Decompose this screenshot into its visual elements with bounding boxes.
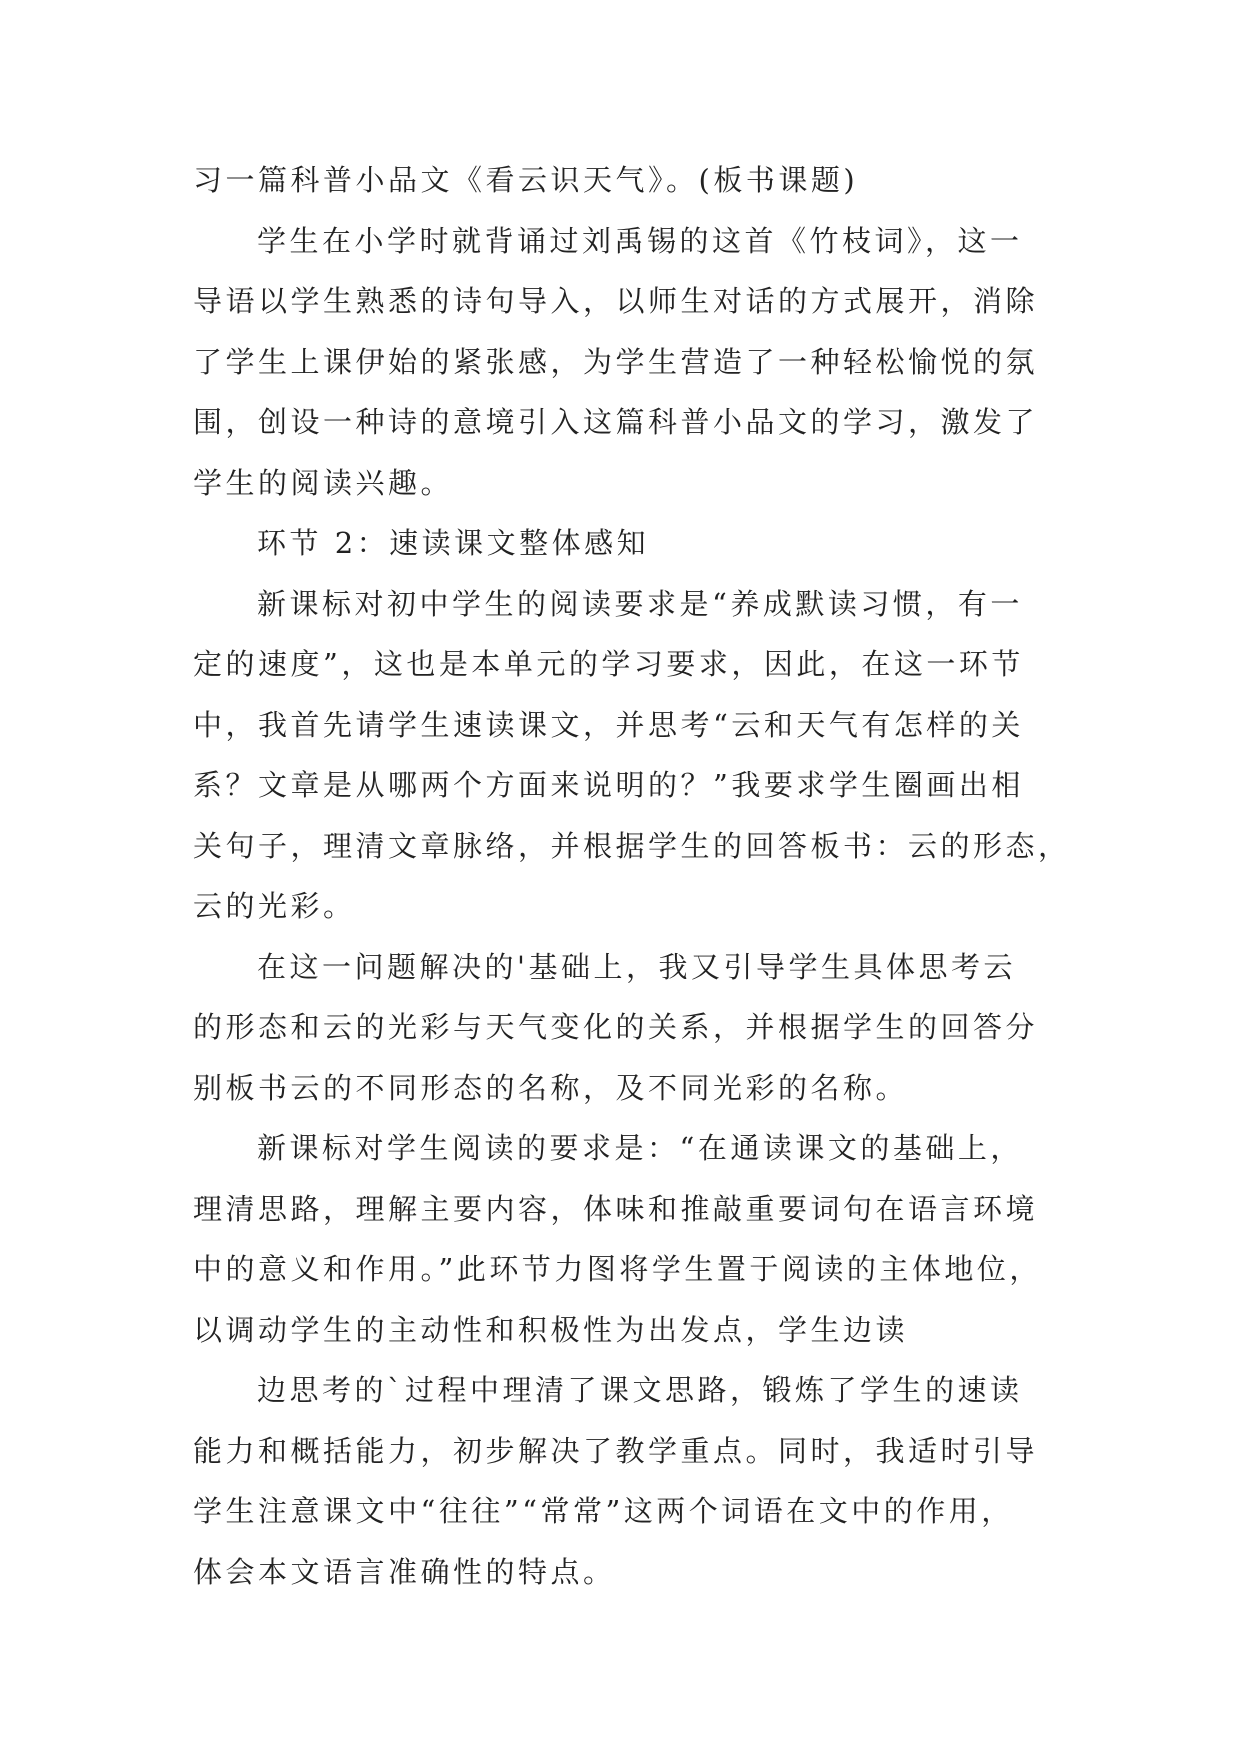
text-line: 定的速度”，这也是本单元的学习要求，因此，在这一环节 — [193, 647, 1024, 681]
text-line: 围，创设一种诗的意境引入这篇科普小品文的学习，激发了 — [193, 405, 1039, 439]
body-text — [193, 150, 1073, 1602]
text-line: 学生的阅读兴趣。 — [193, 465, 454, 500]
text-line: 新课标对初中学生的阅读要求是“养成默读习惯，有一 — [257, 586, 1023, 621]
text-line: 能力和概括能力，初步解决了教学重点。同时，我适时引导 — [193, 1433, 1039, 1468]
text-line: 的形态和云的光彩与天气变化的关系，并根据学生的回答分 — [193, 1010, 1039, 1044]
text-line: 系？文章是从哪两个方面来说明的？”我要求学生圈画出相 — [193, 768, 1024, 802]
text-line: 学生在小学时就背诵过刘禹锡的这首《竹枝词》，这一 — [257, 223, 1023, 258]
text-line: 新课标对学生阅读的要求是：“在通读课文的基础上， — [257, 1131, 1023, 1165]
text-line: 别板书云的不同形态的名称，及不同光彩的名称。 — [193, 1070, 909, 1105]
text-line: 中，我首先请学生速读课文，并思考“云和天气有怎样的关 — [193, 707, 1024, 742]
text-line: 环节 2：速读课文整体感知 — [257, 526, 650, 560]
text-line: 关句子，理清文章脉络，并根据学生的回答板书：云的形态， — [193, 828, 1071, 863]
text-line: 习一篇科普小品文《看云识天气》。(板书课题) — [193, 163, 859, 197]
text-line: 边思考的`过程中理清了课文思路，锻炼了学生的速读 — [257, 1373, 1023, 1407]
text-line: 在这一问题解决的'基础上，我又引导学生具体思考云 — [257, 949, 1016, 984]
text-line: 中的意义和作用。”此环节力图将学生置于阅读的主体地位， — [193, 1252, 1042, 1286]
text-line: 体会本文语言准确性的特点。 — [193, 1554, 616, 1589]
text-line: 学生注意课文中“往往”“常常”这两个词语在文中的作用， — [193, 1494, 1014, 1528]
text-line: 了学生上课伊始的紧张感，为学生营造了一种轻松愉悦的氛 — [193, 344, 1039, 379]
text-line: 导语以学生熟悉的诗句导入，以师生对话的方式展开，消除 — [193, 284, 1039, 318]
text-line: 以调动学生的主动性和积极性为出发点，学生边读 — [193, 1312, 909, 1347]
text-line: 云的光彩。 — [193, 889, 356, 923]
text-line: 理清思路，理解主要内容，体味和推敲重要词句在语言环境 — [193, 1191, 1039, 1226]
